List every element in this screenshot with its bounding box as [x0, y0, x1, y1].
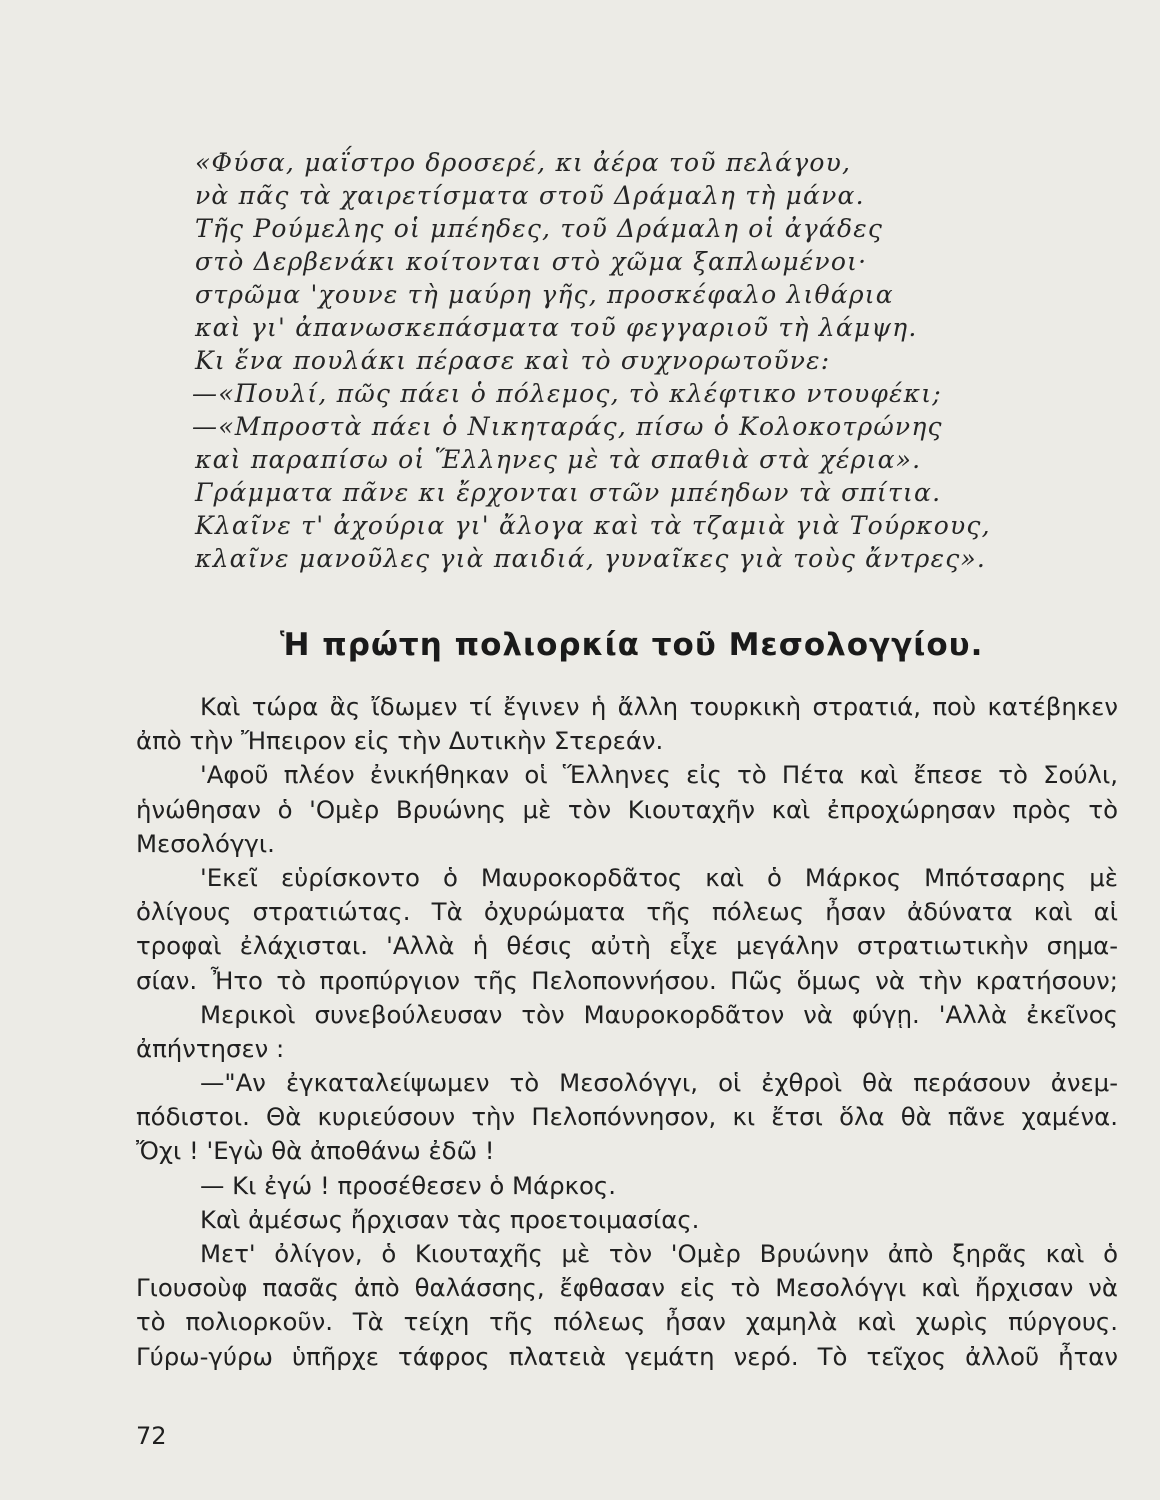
text-line: Μερικοὶ συνεβούλευσαν τὸν Μαυροκορδᾶτον νὰ φύγῃ. 'Αλλὰ ἐκεῖνος	[200, 999, 1118, 1029]
text-line: —"Αν ἐγκαταλείψωμεν τὸ Μεσολόγγι, οἱ ἐχθροὶ θὰ περάσουν ἀνεμ-	[200, 1068, 1118, 1098]
text-line: Ὄχι ! 'Εγὼ θὰ ἀποθάνω ἐδῶ !	[136, 1136, 495, 1166]
text-line: — Κι ἐγώ ! προσέθεσεν ὁ Μάρκος.	[200, 1170, 616, 1200]
page-number: 72	[136, 1422, 167, 1450]
text-line: Καὶ ἀμέσως ἤρχισαν τὰς προετοιμασίας.	[200, 1204, 700, 1234]
text-line: ἀπήντησεν :	[136, 1033, 285, 1063]
text-line: Γιουσοὺφ πασᾶς ἀπὸ θαλάσσης, ἔφθασαν εἰς τὸ Μεσολόγγι καὶ ἤρχισαν νὰ	[136, 1273, 1118, 1303]
text-line: σίαν. Ἦτο τὸ προπύργιον τῆς Πελοποννήσου. Πῶς ὅμως νὰ τὴν κρατήσουν;	[136, 965, 1118, 995]
poem-line: Κλαῖνε τ' ἀχούρια γι' ἄλογα καὶ τὰ τζαμιὰ γιὰ Τούρκους,	[195, 511, 991, 540]
text-line: Μετ' ὀλίγον, ὁ Κιουταχῆς μὲ τὸν 'Ομὲρ Βρυώνην ἀπὸ ξηρᾶς καὶ ὁ	[200, 1239, 1118, 1268]
poem-line: στρῶμα 'χουνε τὴ μαύρη γῆς, προσκέφαλο λιθάρια	[195, 280, 894, 309]
poem-line: καὶ γι' ἀπανωσκεπάσματα τοῦ φεγγαριοῦ τὴ λάμψη.	[195, 313, 918, 342]
text-line: 'Αφοῦ πλέον ἐνικήθηκαν οἱ Ἕλληνες εἰς τὸ Πέτα καὶ ἔπεσε τὸ Σούλι,	[200, 760, 1118, 790]
poem-line: κλαῖνε μανοῦλες γιὰ παιδιά, γυναῖκες γιὰ τοὺς ἄντρες».	[195, 544, 987, 573]
text-line: ὀλίγους στρατιώτας. Τὰ ὀχυρώματα τῆς πόλεως ἦσαν ἀδύνατα καὶ αἱ	[136, 897, 1118, 927]
poem-line: —«Μπροστὰ πάει ὁ Νικηταράς, πίσω ὁ Κολοκοτρώνης	[192, 412, 943, 441]
text-line: 'Εκεῖ εὑρίσκοντο ὁ Μαυροκορδᾶτος καὶ ὁ Μάρκος Μπότσαρης μὲ	[200, 862, 1118, 892]
poem-line: —«Πουλί, πῶς πάει ὁ πόλεμος, τὸ κλέφτικο ντουφέκι;	[192, 379, 942, 408]
text-line: τὸ πολιορκοῦν. Τὰ τείχη τῆς πόλεως ἦσαν χαμηλὰ καὶ χωρὶς πύργους.	[136, 1307, 1118, 1337]
poem-line: Κι ἕνα πουλάκι πέρασε καὶ τὸ συχνορωτοῦνε:	[195, 346, 831, 375]
poem-line: Τῆς Ρούμελης οἱ μπέηδες, τοῦ Δράμαλη οἱ ἀγάδες	[195, 214, 884, 243]
poem-line: στὸ Δερβενάκι κοίτονται στὸ χῶμα ξαπλωμένοι·	[195, 247, 868, 276]
poem-line: «Φύσα, μαΐστρο δροσερέ, κι ἀέρα τοῦ πελάγου,	[195, 148, 852, 177]
text-line: Γύρω-γύρω ὑπῆρχε τάφρος πλατειὰ γεμάτη νερό. Τὸ τεῖχος ἀλλοῦ ἦταν	[136, 1341, 1118, 1371]
section-body	[136, 690, 1118, 1374]
poem-line: νὰ πᾶς τὰ χαιρετίσματα στοῦ Δράμαλη τὴ μάνα.	[195, 181, 865, 210]
folk-song-poem	[192, 146, 1095, 575]
text-line: Καὶ τώρα ἂς ἴδωμεν τί ἔγινεν ἡ ἄλλη τουρκικὴ στρατιά, ποὺ κατέβηκεν	[200, 692, 1118, 721]
section-title: Ἡ πρώτη πολιορκία τοῦ Μεσολογγίου.	[280, 627, 984, 663]
text-line: πόδιστοι. Θὰ κυριεύσουν τὴν Πελοπόννησον, κι ἔτσι ὅλα θὰ πᾶνε χαμένα.	[136, 1102, 1118, 1132]
text-line: ἡνώθησαν ὁ 'Ομὲρ Βρυώνης μὲ τὸν Κιουταχῆν καὶ ἐπροχώρησαν πρὸς τὸ	[136, 794, 1118, 824]
text-line: Μεσολόγγι.	[136, 828, 275, 858]
poem-line: καὶ παραπίσω οἱ Ἕλληνες μὲ τὰ σπαθιὰ στὰ χέρια».	[195, 445, 922, 474]
text-line: ἀπὸ τὴν Ἤπειρον εἰς τὴν Δυτικὴν Στερεάν.	[136, 726, 664, 756]
text-line: τροφαὶ ἐλάχισται. 'Αλλὰ ἡ θέσις αὐτὴ εἶχε μεγάλην στρατιωτικὴν σημα-	[136, 931, 1118, 961]
poem-line: Γράμματα πᾶνε κι ἔρχονται στῶν μπέηδων τὰ σπίτια.	[195, 478, 942, 507]
